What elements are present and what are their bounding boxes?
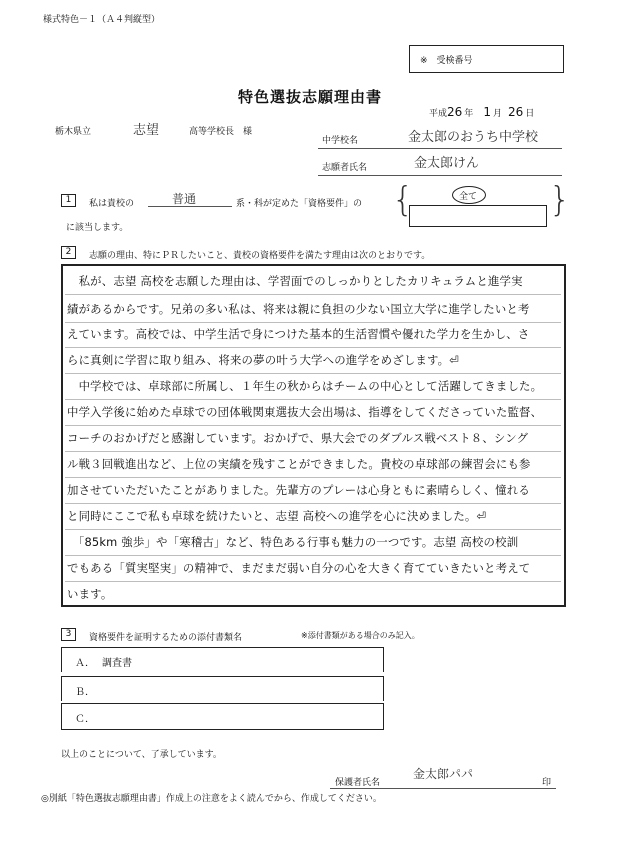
- section2-heading: 志願の理由、特にＰＲしたいこと、貴校の資格要件を満たす理由は次のとおりです。: [89, 251, 431, 261]
- guardian-label: 保護者氏名: [335, 778, 381, 788]
- address-school[interactable]: 志望: [133, 123, 160, 138]
- essay-line: 加させていただいたことがありました。先輩方のプレーは心身ともに素晴らしく、憧れる: [67, 483, 530, 497]
- guardian-value[interactable]: 金太郎パパ: [413, 767, 474, 781]
- section1-requirement: 全て: [459, 192, 478, 202]
- date-year-unit: 年: [464, 109, 474, 119]
- address-suffix: 高等学校長 様: [189, 127, 253, 137]
- attachment-label-b: Ｂ．: [75, 687, 95, 698]
- section3-note: ※添付書類がある場合のみ記入。: [301, 631, 420, 640]
- section1-course[interactable]: 普通: [172, 192, 197, 206]
- essay-line: ル戦３回戦進出など、上位の実績を残すことができました。貴校の卓球部の練習会にも参: [67, 457, 531, 471]
- section1-text-a: 私は貴校の: [89, 199, 135, 209]
- essay-line: らに真剣に学習に取り組み、将来の夢の叶う大学への進学をめざします。⏎: [67, 353, 460, 367]
- requirement-circle[interactable]: [452, 186, 486, 204]
- attachment-label-c: Ｃ．: [75, 714, 95, 725]
- essay-line: でもある「質実堅実」の精神で、まだまだ弱い自分の心を大きく育てていきたいと考えて: [67, 561, 531, 575]
- middle-school-label: 中学校名: [322, 136, 359, 146]
- attachment-row-c[interactable]: [61, 703, 384, 730]
- section1-text-b: 系・科が定めた「資格要件」の: [236, 199, 363, 209]
- date-era: 平成: [429, 109, 448, 119]
- attachment-label-a: Ａ．: [75, 658, 95, 669]
- form-code: 様式特色－１（Ａ４判縦型）: [43, 15, 161, 25]
- applicant-label: 志願者氏名: [322, 163, 368, 173]
- essay-line: と同時にここで私も卓球を続けたいと、志望 高校への進学を心に決めました。⏎: [67, 509, 487, 523]
- exam-number-box[interactable]: [409, 45, 564, 73]
- date-day-unit: 日: [525, 109, 535, 119]
- attachment-value-a: 調査書: [102, 658, 132, 669]
- date-month-unit: 月: [492, 109, 502, 119]
- essay-line: 中学入学後に始めた卓球での団体戦関東選抜大会出場は、指導をしてくださっていた監督、: [67, 405, 543, 419]
- date: [429, 105, 534, 119]
- essay-line: 私が、志望 高校を志願した理由は、学習面でのしっかりとしたカリキュラムと進学実: [67, 274, 523, 288]
- address-prefix: 栃木県立: [55, 127, 92, 137]
- attachment-row-b[interactable]: [61, 676, 384, 701]
- essay-line: います。: [67, 587, 113, 601]
- exam-number-label: ※ 受検番号: [420, 56, 473, 66]
- applicant-value[interactable]: 金太郎けん: [414, 156, 480, 171]
- reason-essay-box[interactable]: [61, 264, 566, 607]
- attachment-row-a[interactable]: [61, 647, 384, 672]
- left-brace: {: [392, 180, 414, 220]
- essay-line: えています。高校では、中学生活で身につけた基本的生活習慣や優れた学力を生かし、さ: [67, 327, 530, 341]
- essay-line: 「85km 強歩」や「寒稽古」など、特色ある行事も魅力の一つです。志望 高校の校訓: [67, 535, 519, 549]
- requirement-box[interactable]: [409, 205, 547, 227]
- date-day: 26: [507, 105, 524, 119]
- consent-text: 以上のことについて、了承しています。: [61, 750, 222, 760]
- footer-note: ◎別紙「特色選抜志願理由書」作成上の注意をよく読んでから、作成してください。: [41, 794, 382, 804]
- section3-number: 3: [61, 628, 76, 641]
- essay-line: 中学校では、卓球部に所属し、１年生の秋からはチームの中心として活躍してきました。: [67, 379, 543, 393]
- section2-number: 2: [61, 246, 76, 259]
- date-year: 26: [447, 105, 463, 119]
- section3-heading: 資格要件を証明するための添付書類名: [89, 633, 243, 643]
- right-brace: }: [549, 180, 571, 220]
- date-month: 1: [483, 105, 491, 119]
- middle-school-value[interactable]: 金太郎のおうち中学校: [408, 130, 539, 145]
- section1-number: 1: [61, 194, 76, 207]
- page-title: 特色選抜志願理由書: [238, 88, 383, 106]
- essay-line: 績があるからです。兄弟の多い私は、将来は親に負担の少ない国立大学に進学したいと考: [67, 302, 530, 316]
- seal-mark: 印: [542, 778, 552, 788]
- essay-line: コーチのおかげだと感謝しています。おかげで、県大会でのダブルス戦ベスト８、シング: [67, 431, 529, 445]
- section1-text-c: に該当します。: [66, 223, 129, 233]
